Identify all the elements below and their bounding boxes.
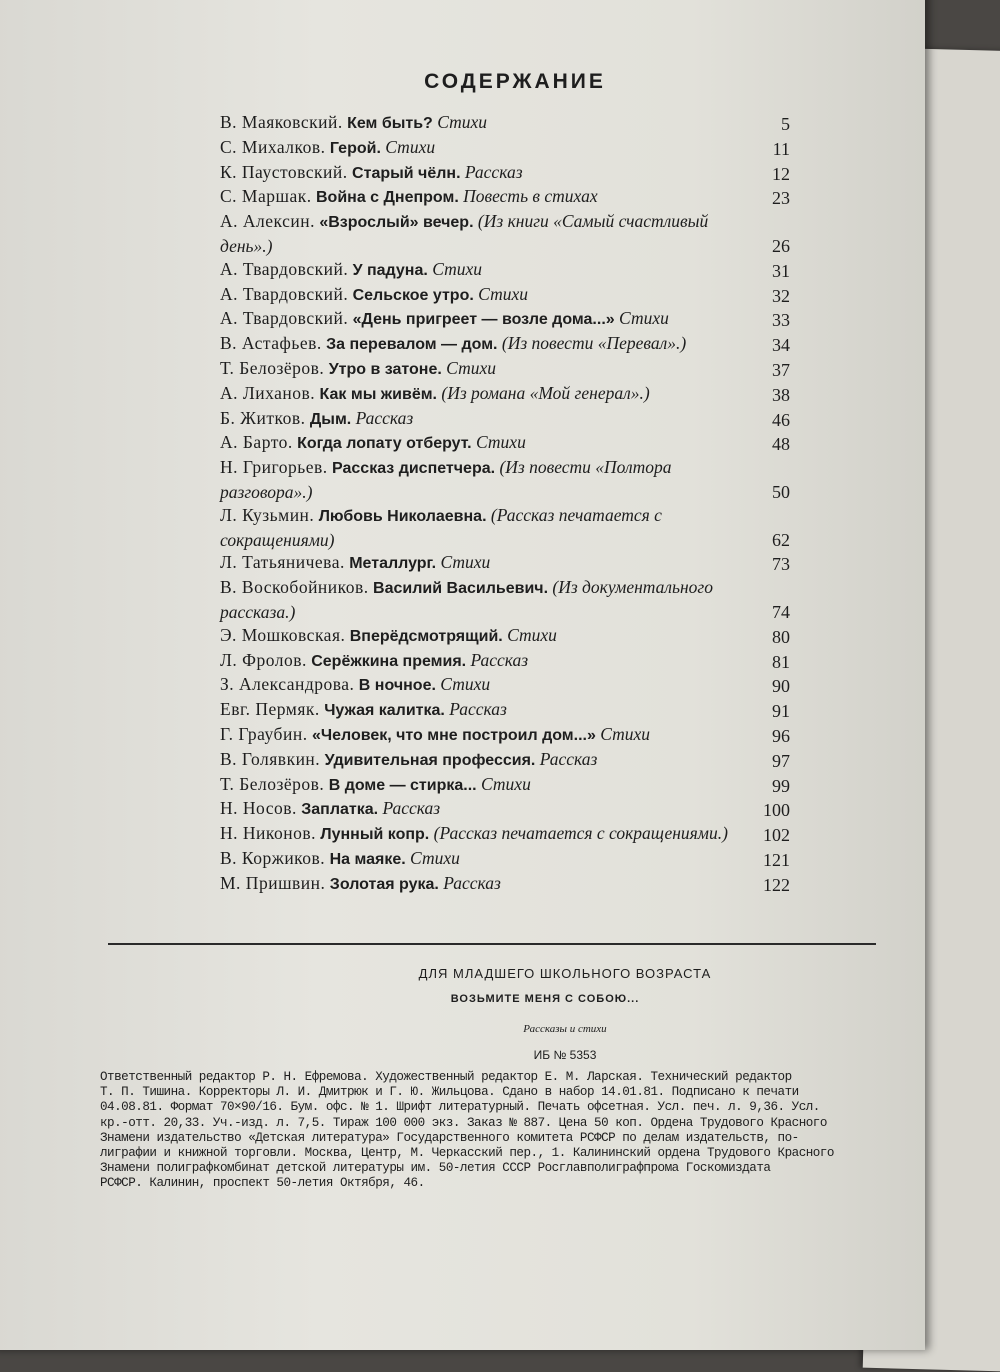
work-title: Герой.: [329, 139, 381, 157]
work-title: Лунный копр.: [320, 826, 430, 844]
table-of-contents: [220, 111, 790, 897]
entry-note: (Из романа «Мой генерал».): [441, 382, 650, 403]
author-name: Э. Мошковская.: [220, 624, 346, 645]
credits-line: кр.-отт. 20,33. Уч.-изд. л. 7,5. Тираж 100 000 экз. Заказ № 887. Цена 50 коп. Ордена Трудового Красного: [100, 1115, 827, 1130]
credits-line: Знамени полиграфкомбинат детской литературы им. 50-летия СССР Росглавполиграфпрома Госкомиздата: [100, 1161, 771, 1176]
ib-number: ИБ № 5353: [533, 1048, 597, 1062]
book-subtitle: Рассказы и стихи: [523, 1023, 607, 1035]
author-name: Л. Фролов.: [220, 649, 307, 670]
author-name: Н. Носов.: [220, 798, 297, 819]
entry-note: (Рассказ печатается с сокращениями.): [433, 823, 728, 844]
author-name: Г. Граубин.: [220, 723, 308, 744]
genre-label: Стихи: [478, 283, 528, 304]
age-group-label: ДЛЯ МЛАДШЕГО ШКОЛЬНОГО ВОЗРАСТА: [418, 966, 712, 981]
genre-label: Рассказ: [464, 161, 523, 182]
genre-label: Рассказ: [382, 798, 441, 819]
credits-line: Ответственный редактор Р. Н. Ефремова. Художественный редактор Е. М. Ларская. Технический редактор: [100, 1070, 792, 1084]
toc-entry: [220, 576, 790, 624]
page-number: 32: [772, 285, 790, 306]
genre-label: Стихи: [440, 552, 491, 573]
page-number: 33: [772, 310, 790, 331]
genre-label: Рассказ: [539, 748, 598, 769]
entry-note: (Рассказ печатается с сокращениями): [220, 504, 662, 550]
page-number: 81: [772, 651, 790, 672]
page-number: 121: [763, 849, 790, 870]
work-title: Любовь Николаевна.: [318, 507, 487, 525]
work-title: Когда лопату отберут.: [297, 435, 472, 453]
genre-label: Стихи: [432, 258, 483, 279]
author-name: К. Паустовский.: [220, 161, 348, 182]
page-number: 73: [772, 554, 790, 575]
genre-label: Стихи: [437, 112, 488, 132]
toc-entry: [220, 431, 790, 456]
page-number: 91: [772, 701, 790, 722]
entry-note: (Из документального рассказа.): [220, 577, 714, 622]
author-name: Н. Григорьев.: [220, 457, 328, 478]
toc-entry: [220, 847, 790, 872]
toc-entry: [220, 332, 790, 357]
page-number: 31: [772, 260, 790, 281]
genre-label: Рассказ: [470, 649, 529, 670]
page-number: 99: [772, 775, 790, 796]
author-name: А. Лиханов.: [220, 382, 316, 403]
author-name: А. Барто.: [220, 432, 293, 453]
author-name: В. Воскобойников.: [220, 577, 369, 598]
page-number: 11: [772, 138, 790, 159]
page-number: 50: [772, 481, 790, 502]
work-title: Вперёдсмотрящий.: [349, 627, 503, 645]
author-name: В. Астафьев.: [220, 333, 322, 354]
page-number: 12: [772, 163, 790, 184]
genre-label: Рассказ: [355, 407, 414, 428]
book-title: ВОЗЬМИТЕ МЕНЯ С СОБОЮ...: [450, 993, 640, 1005]
page-number: 26: [772, 235, 790, 256]
divider-line: [108, 943, 876, 945]
toc-entry: [220, 872, 790, 897]
toc-entry: [220, 258, 790, 283]
author-name: Л. Татьяничева.: [220, 552, 345, 573]
author-name: А. Твардовский.: [220, 283, 349, 304]
genre-label: Рассказ: [443, 872, 501, 893]
author-name: М. Пришвин.: [220, 872, 326, 893]
genre-label: Стихи: [385, 136, 436, 157]
genre-label: Стихи: [600, 723, 651, 744]
toc-entry: [220, 551, 790, 576]
page-number: 102: [763, 825, 790, 846]
toc-entry: [220, 407, 790, 432]
page-number: 34: [772, 335, 790, 356]
page-number: 100: [763, 800, 790, 821]
author-name: Т. Белозёров.: [220, 357, 325, 378]
genre-label: Стихи: [446, 357, 496, 378]
work-title: Удивительная профессия.: [324, 751, 536, 769]
entry-note: (Из книги «Самый счастливый день».): [220, 211, 709, 256]
page-number: 62: [772, 529, 790, 550]
author-name: В. Маяковский.: [220, 112, 343, 132]
work-title: В доме — стирка...: [328, 776, 477, 794]
toc-entry: [220, 357, 790, 382]
page-number: 96: [772, 725, 790, 746]
page-number: 74: [772, 601, 790, 622]
work-title: Дым.: [309, 410, 352, 428]
work-title: У падуна.: [352, 261, 428, 279]
toc-entry: [220, 624, 790, 649]
author-name: А. Твардовский.: [220, 258, 349, 279]
toc-entry: [220, 748, 790, 773]
contents-heading: СОДЕРЖАНИЕ: [424, 70, 606, 93]
genre-label: Повесть в стихах: [463, 186, 598, 207]
page-number: 122: [763, 874, 790, 895]
work-title: Сельское утро.: [352, 286, 474, 304]
toc-entry: [220, 822, 790, 847]
work-title: Чужая калитка.: [324, 702, 445, 720]
page-number: 23: [772, 188, 790, 209]
work-title: В ночное.: [358, 677, 436, 695]
genre-label: Рассказ: [449, 699, 507, 720]
page-number: 48: [772, 434, 790, 455]
work-title: Как мы живём.: [319, 385, 437, 403]
work-title: Рассказ диспетчера.: [332, 460, 496, 478]
credits-line: РСФСР. Калинин, проспект 50-летия Октября, 46.: [100, 1176, 425, 1191]
genre-label: Стихи: [440, 674, 491, 695]
work-title: Кем быть?: [347, 115, 433, 132]
author-name: Евг. Пермяк.: [220, 699, 320, 720]
author-name: Б. Житков.: [220, 407, 306, 428]
author-name: В. Голявкин.: [220, 748, 321, 769]
toc-entry: [220, 773, 790, 798]
toc-entry: [220, 504, 790, 552]
toc-entry: [220, 797, 790, 822]
toc-entry: [220, 382, 790, 407]
toc-entry: [220, 136, 790, 161]
work-title: За перевалом — дом.: [326, 336, 498, 354]
work-title: Утро в затоне.: [328, 360, 442, 378]
author-name: А. Твардовский.: [220, 308, 349, 329]
work-title: «День пригреет — возле дома...»: [352, 311, 615, 329]
author-name: А. Алексин.: [220, 211, 315, 232]
work-title: Металлург.: [349, 555, 437, 573]
entry-note: (Из повести «Полтора разговора».): [220, 457, 672, 502]
credits-line: Знамени издательство «Детская литература» Государственного комитета РСФСР по делам издательств, по-: [100, 1130, 799, 1145]
toc-entry: [220, 456, 790, 504]
work-title: Василий Васильевич.: [373, 580, 549, 598]
toc-entry: [220, 111, 790, 136]
toc-entry: [220, 185, 790, 210]
entry-note: (Из повести «Перевал».): [501, 333, 687, 354]
work-title: «Человек, что мне построил дом...»: [311, 726, 596, 744]
author-name: Л. Кузьмин.: [220, 504, 315, 525]
page-number: 90: [772, 676, 790, 697]
toc-entry: [220, 673, 790, 698]
toc-entry: [220, 649, 790, 674]
author-name: С. Маршак.: [220, 186, 312, 207]
page-number: 80: [772, 626, 790, 647]
genre-label: Стихи: [481, 773, 531, 794]
credits-line: 04.08.81. Формат 70×90/16. Бум. офс. № 1. Шрифт литературный. Печать офсетная. Усл. печ. л. 9,36. Усл.: [100, 1100, 820, 1115]
page-number: 46: [772, 409, 790, 430]
author-name: З. Александрова.: [220, 674, 355, 695]
work-title: Золотая рука.: [329, 875, 439, 893]
toc-entry: [220, 723, 790, 748]
toc-entry: [220, 698, 790, 723]
author-name: В. Коржиков.: [220, 847, 326, 868]
work-title: Серёжкина премия.: [311, 652, 467, 670]
page-number: 38: [772, 384, 790, 405]
work-title: «Взрослый» вечер.: [319, 214, 474, 232]
work-title: Заплатка.: [301, 801, 379, 819]
genre-label: Стихи: [410, 847, 460, 868]
work-title: На маяке.: [329, 850, 406, 868]
toc-entry: [220, 283, 790, 308]
credits-line: Т. П. Тишина. Корректоры Л. И. Дмитрюк и Г. Ю. Жильцова. Сдано в набор 14.01.81. Подписано к печати: [100, 1085, 799, 1100]
toc-entry: [220, 210, 790, 258]
page-number: 5: [781, 114, 790, 134]
work-title: Старый чёлн.: [352, 164, 461, 182]
author-name: Т. Белозёров.: [220, 773, 325, 794]
author-name: Н. Никонов.: [220, 823, 317, 844]
page-number: 97: [772, 750, 790, 771]
page-number: 37: [772, 359, 790, 380]
genre-label: Стихи: [476, 432, 526, 453]
toc-entry: [220, 161, 790, 186]
genre-label: Стихи: [507, 624, 557, 645]
toc-entry: [220, 307, 790, 332]
genre-label: Стихи: [619, 308, 669, 329]
work-title: Война с Днепром.: [316, 189, 459, 207]
credits-line: лиграфии и книжной торговли. Москва, Центр, М. Черкасский пер., 1. Калининский ордена Трудового Красного: [100, 1146, 834, 1161]
author-name: С. Михалков.: [220, 136, 326, 157]
publication-credits: [100, 1070, 890, 1192]
